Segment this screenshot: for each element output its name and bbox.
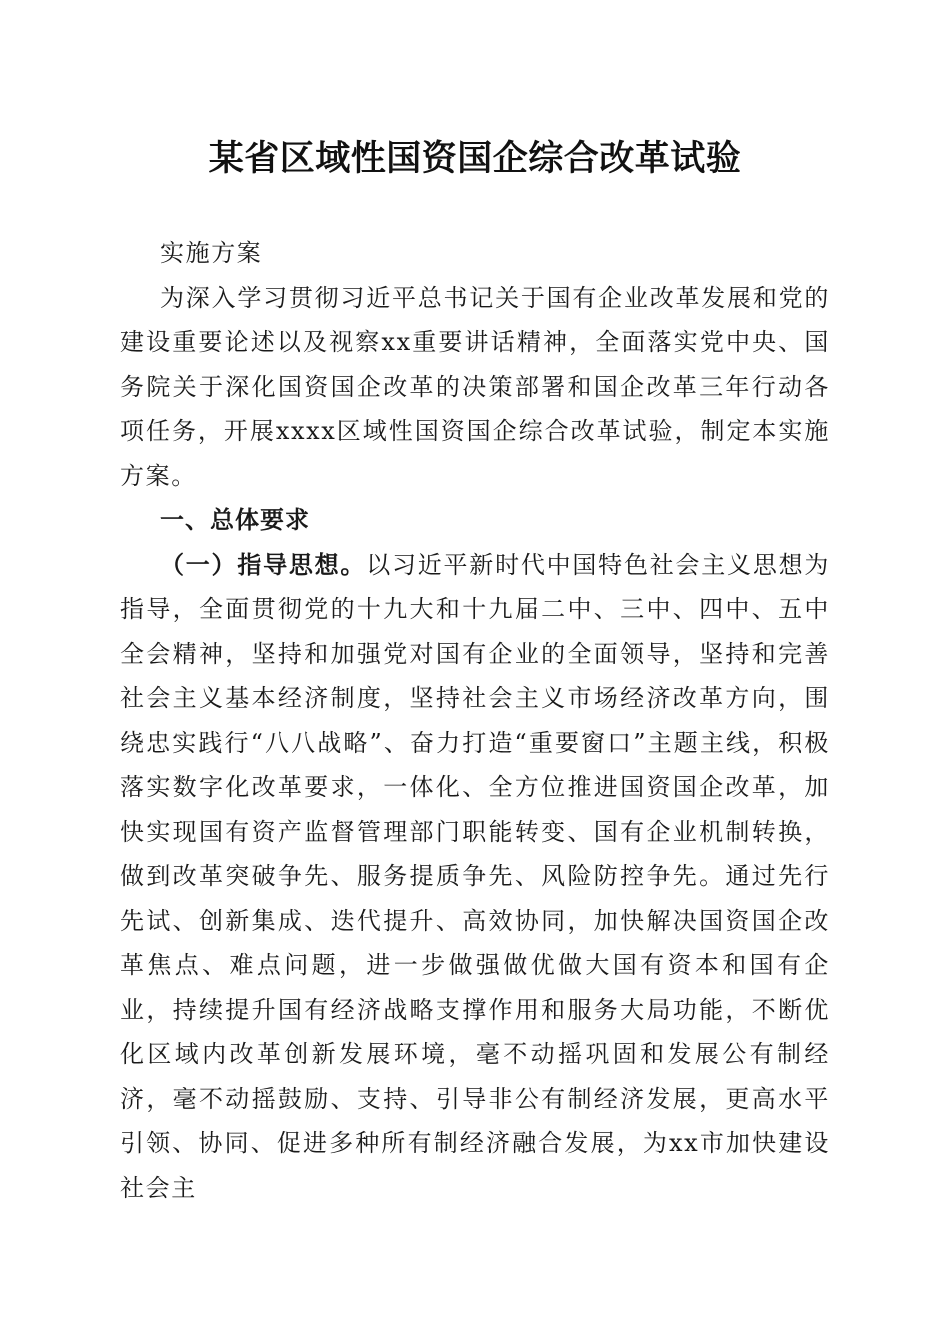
guiding-thought-label: （一）指导思想。 <box>160 549 367 579</box>
document-body <box>120 231 830 1210</box>
guiding-thought-text: 以习近平新时代中国特色社会主义思想为指导，全面贯彻党的十九大和十九届二中、三中、四中、五中全会精神，坚持和加强党对国有企业的全面领导，坚持和完善社会主义基本经济制度，坚持社会主义市场经济改革方向，围绕忠实践行“八八战略”、奋力打造“重要窗口”主题主线，积极落实数字化改革要求，一体化、全方位推进国资国企改革，加快实现国有资产监督管理部门职能转变、国有企业机制转换，做到改革突破争先、服务提质争先、风险防控争先。通过先行先试、创新集成、迭代提升、高效协同，加快解决国资国企改革焦点、难点问题，进一步做强做优做大国有资本和国有企业，持续提升国有经济战略支撑作用和服务大局功能，不断优化区域内改革创新发展环境，毫不动摇巩固和发展公有制经济，毫不动摇鼓励、支持、引导非公有制经济发展，更高水平引领、协同、促进多种所有制经济融合发展，为xx市加快建设社会主 <box>120 550 830 1202</box>
document-title: 某省区域性国资国企综合改革试验 <box>208 138 742 179</box>
intro-paragraph: 为深入学习贯彻习近平总书记关于国有企业改革发展和党的建设重要论述以及视察xx重要讲话精神，全面落实党中央、国务院关于深化国资国企改革的决策部署和国企改革三年行动各项任务，开展xxxx区域性国资国企综合改革试验，制定本实施方案。 <box>120 283 830 490</box>
guiding-thought-paragraph <box>120 543 830 1211</box>
document-subtitle: 实施方案 <box>160 239 263 267</box>
section-heading: 一、总体要求 <box>160 506 310 534</box>
